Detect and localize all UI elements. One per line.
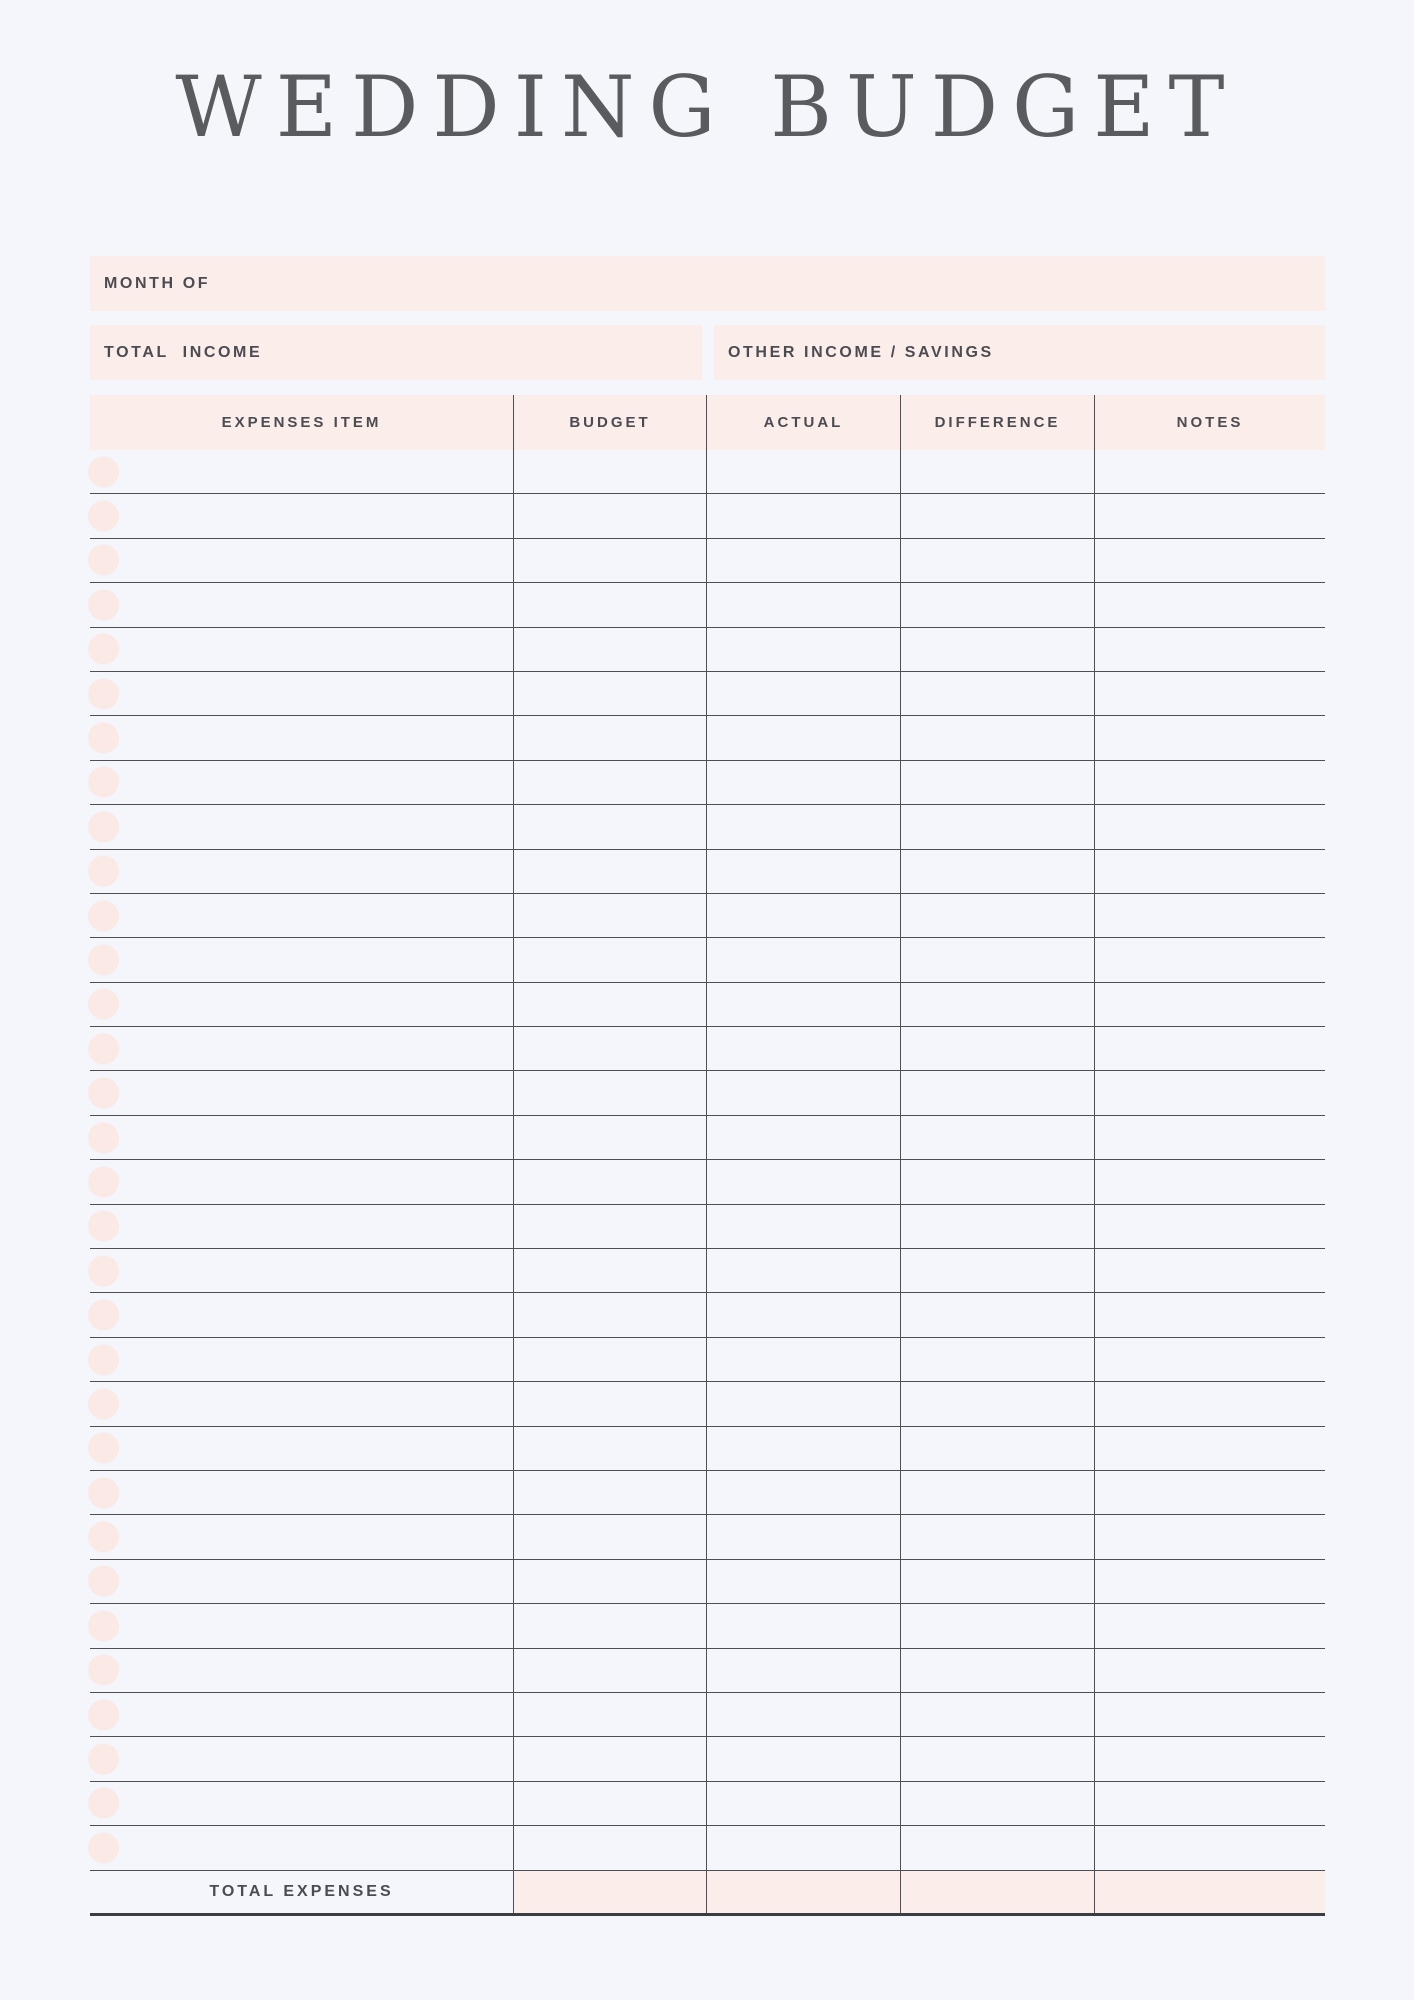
table-row bbox=[90, 494, 1325, 538]
difference-cell[interactable] bbox=[900, 761, 1094, 804]
budget-cell[interactable] bbox=[513, 583, 706, 626]
budget-cell[interactable] bbox=[513, 1737, 706, 1780]
actual-cell[interactable] bbox=[706, 672, 900, 715]
table-row bbox=[90, 761, 1325, 805]
actual-cell[interactable] bbox=[706, 716, 900, 759]
notes-cell[interactable] bbox=[1094, 450, 1325, 493]
expense-item-cell[interactable] bbox=[90, 1782, 513, 1825]
difference-cell[interactable] bbox=[900, 1826, 1094, 1869]
difference-cell[interactable] bbox=[900, 539, 1094, 582]
budget-cell[interactable] bbox=[513, 1116, 706, 1159]
table-row bbox=[90, 1604, 1325, 1648]
table-row bbox=[90, 583, 1325, 627]
table-row bbox=[90, 1160, 1325, 1204]
expense-item-cell[interactable] bbox=[90, 805, 513, 848]
actual-cell[interactable] bbox=[706, 894, 900, 937]
notes-cell[interactable] bbox=[1094, 1737, 1325, 1780]
difference-cell[interactable] bbox=[900, 1427, 1094, 1470]
actual-cell[interactable] bbox=[706, 1249, 900, 1292]
expense-item-cell[interactable] bbox=[90, 1604, 513, 1647]
actual-cell[interactable] bbox=[706, 938, 900, 981]
total-actual-cell[interactable] bbox=[706, 1871, 900, 1913]
row-dot-icon bbox=[88, 1566, 119, 1597]
header-budget: BUDGET bbox=[513, 395, 706, 450]
budget-cell[interactable] bbox=[513, 1205, 706, 1248]
actual-cell[interactable] bbox=[706, 1293, 900, 1336]
notes-cell[interactable] bbox=[1094, 539, 1325, 582]
budget-cell[interactable] bbox=[513, 1515, 706, 1558]
notes-cell[interactable] bbox=[1094, 1338, 1325, 1381]
difference-cell[interactable] bbox=[900, 1782, 1094, 1825]
table-row bbox=[90, 450, 1325, 494]
expense-item-cell[interactable] bbox=[90, 1205, 513, 1248]
difference-cell[interactable] bbox=[900, 805, 1094, 848]
notes-cell[interactable] bbox=[1094, 1205, 1325, 1248]
table-row bbox=[90, 1515, 1325, 1559]
table-row bbox=[90, 894, 1325, 938]
table-row bbox=[90, 628, 1325, 672]
header-expenses-item: EXPENSES ITEM bbox=[221, 414, 382, 431]
budget-cell[interactable] bbox=[513, 1160, 706, 1203]
total-income-field[interactable] bbox=[90, 325, 702, 380]
notes-cell[interactable] bbox=[1094, 1160, 1325, 1203]
table-body bbox=[90, 450, 1325, 1871]
actual-cell[interactable] bbox=[706, 539, 900, 582]
row-dot-icon bbox=[88, 1744, 119, 1775]
budget-cell[interactable] bbox=[513, 1471, 706, 1514]
actual-cell[interactable] bbox=[706, 583, 900, 626]
notes-cell[interactable] bbox=[1094, 938, 1325, 981]
difference-cell[interactable] bbox=[900, 1249, 1094, 1292]
other-income-savings-field[interactable] bbox=[714, 325, 1325, 380]
table-row bbox=[90, 672, 1325, 716]
table-row bbox=[90, 1293, 1325, 1337]
actual-cell[interactable] bbox=[706, 1826, 900, 1869]
difference-cell[interactable] bbox=[900, 583, 1094, 626]
notes-cell[interactable] bbox=[1094, 1826, 1325, 1869]
actual-cell[interactable] bbox=[706, 1693, 900, 1736]
total-difference-cell[interactable] bbox=[900, 1871, 1094, 1913]
table-row bbox=[90, 1116, 1325, 1160]
row-dot-icon bbox=[88, 1255, 119, 1286]
notes-cell[interactable] bbox=[1094, 894, 1325, 937]
row-dot-icon bbox=[88, 456, 119, 487]
budget-cell[interactable] bbox=[513, 494, 706, 537]
month-of-field[interactable] bbox=[90, 256, 1325, 311]
actual-cell[interactable] bbox=[706, 1382, 900, 1425]
difference-cell[interactable] bbox=[900, 1604, 1094, 1647]
actual-cell[interactable] bbox=[706, 1205, 900, 1248]
expense-item-cell[interactable] bbox=[90, 1071, 513, 1114]
difference-cell[interactable] bbox=[900, 1649, 1094, 1692]
header-actual: ACTUAL bbox=[706, 395, 900, 450]
notes-cell[interactable] bbox=[1094, 1649, 1325, 1692]
notes-cell[interactable] bbox=[1094, 1249, 1325, 1292]
row-dot-icon bbox=[88, 589, 119, 620]
difference-cell[interactable] bbox=[900, 1382, 1094, 1425]
actual-cell[interactable] bbox=[706, 1737, 900, 1780]
total-expenses-label-cell bbox=[90, 1871, 513, 1913]
row-dot-icon bbox=[88, 1078, 119, 1109]
expense-item-cell[interactable] bbox=[90, 450, 513, 493]
actual-cell[interactable] bbox=[706, 761, 900, 804]
expense-item-cell[interactable] bbox=[90, 539, 513, 582]
table-row bbox=[90, 1071, 1325, 1115]
table-row bbox=[90, 1338, 1325, 1382]
expense-item-cell[interactable] bbox=[90, 672, 513, 715]
notes-cell[interactable] bbox=[1094, 1027, 1325, 1070]
row-dot-icon bbox=[88, 989, 119, 1020]
table-row bbox=[90, 1249, 1325, 1293]
difference-cell[interactable] bbox=[900, 850, 1094, 893]
row-dot-icon bbox=[88, 1477, 119, 1508]
table-row bbox=[90, 1826, 1325, 1870]
budget-cell[interactable] bbox=[513, 850, 706, 893]
row-dot-icon bbox=[88, 1300, 119, 1331]
table-row bbox=[90, 539, 1325, 583]
row-dot-icon bbox=[88, 1832, 119, 1863]
budget-cell[interactable] bbox=[513, 1293, 706, 1336]
total-expenses-row bbox=[90, 1871, 1325, 1916]
table-row bbox=[90, 1782, 1325, 1826]
actual-cell[interactable] bbox=[706, 1338, 900, 1381]
total-notes-cell[interactable] bbox=[1094, 1871, 1325, 1913]
notes-cell[interactable] bbox=[1094, 716, 1325, 759]
notes-cell[interactable] bbox=[1094, 1782, 1325, 1825]
table-row bbox=[90, 1382, 1325, 1426]
actual-cell[interactable] bbox=[706, 805, 900, 848]
expense-item-cell[interactable] bbox=[90, 1515, 513, 1558]
row-dot-icon bbox=[88, 723, 119, 754]
budget-cell[interactable] bbox=[513, 761, 706, 804]
notes-cell[interactable] bbox=[1094, 1382, 1325, 1425]
budget-cell[interactable] bbox=[513, 894, 706, 937]
difference-cell[interactable] bbox=[900, 494, 1094, 537]
actual-cell[interactable] bbox=[706, 1782, 900, 1825]
notes-cell[interactable] bbox=[1094, 1071, 1325, 1114]
expense-item-cell[interactable] bbox=[90, 628, 513, 671]
budget-cell[interactable] bbox=[513, 1427, 706, 1470]
expense-item-cell[interactable] bbox=[90, 1160, 513, 1203]
actual-cell[interactable] bbox=[706, 1604, 900, 1647]
row-dot-icon bbox=[88, 767, 119, 798]
budget-cell[interactable] bbox=[513, 539, 706, 582]
difference-cell[interactable] bbox=[900, 450, 1094, 493]
actual-cell[interactable] bbox=[706, 450, 900, 493]
expense-item-cell[interactable] bbox=[90, 494, 513, 537]
difference-cell[interactable] bbox=[900, 1693, 1094, 1736]
row-dot-icon bbox=[88, 944, 119, 975]
notes-cell[interactable] bbox=[1094, 1427, 1325, 1470]
table-row bbox=[90, 805, 1325, 849]
expenses-table bbox=[90, 395, 1325, 1916]
notes-cell[interactable] bbox=[1094, 1604, 1325, 1647]
difference-cell[interactable] bbox=[900, 716, 1094, 759]
row-dot-icon bbox=[88, 1433, 119, 1464]
expense-item-cell[interactable] bbox=[90, 1826, 513, 1869]
budget-cell[interactable] bbox=[513, 450, 706, 493]
table-row bbox=[90, 1205, 1325, 1249]
row-dot-icon bbox=[88, 1166, 119, 1197]
table-row bbox=[90, 983, 1325, 1027]
header-notes: NOTES bbox=[1094, 395, 1325, 450]
difference-cell[interactable] bbox=[900, 1338, 1094, 1381]
budget-cell[interactable] bbox=[513, 983, 706, 1026]
table-header-row bbox=[90, 395, 1325, 450]
other-income-savings-label: OTHER INCOME / SAVINGS bbox=[728, 343, 994, 361]
budget-cell[interactable] bbox=[513, 628, 706, 671]
row-dot-icon bbox=[88, 545, 119, 576]
notes-cell[interactable] bbox=[1094, 850, 1325, 893]
row-dot-icon bbox=[88, 1655, 119, 1686]
actual-cell[interactable] bbox=[706, 1160, 900, 1203]
notes-cell[interactable] bbox=[1094, 1471, 1325, 1514]
actual-cell[interactable] bbox=[706, 628, 900, 671]
expense-item-cell[interactable] bbox=[90, 716, 513, 759]
difference-cell[interactable] bbox=[900, 1027, 1094, 1070]
row-dot-icon bbox=[88, 1211, 119, 1242]
difference-cell[interactable] bbox=[900, 894, 1094, 937]
expense-item-cell[interactable] bbox=[90, 1338, 513, 1381]
expense-item-cell[interactable] bbox=[90, 1382, 513, 1425]
row-dot-icon bbox=[88, 1522, 119, 1553]
row-dot-icon bbox=[88, 1610, 119, 1641]
actual-cell[interactable] bbox=[706, 1649, 900, 1692]
notes-cell[interactable] bbox=[1094, 983, 1325, 1026]
row-dot-icon bbox=[88, 1388, 119, 1419]
actual-cell[interactable] bbox=[706, 1427, 900, 1470]
budget-cell[interactable] bbox=[513, 1604, 706, 1647]
budget-cell[interactable] bbox=[513, 1782, 706, 1825]
row-dot-icon bbox=[88, 634, 119, 665]
actual-cell[interactable] bbox=[706, 1515, 900, 1558]
actual-cell[interactable] bbox=[706, 1560, 900, 1603]
difference-cell[interactable] bbox=[900, 1160, 1094, 1203]
notes-cell[interactable] bbox=[1094, 1693, 1325, 1736]
table-row bbox=[90, 1649, 1325, 1693]
table-row bbox=[90, 938, 1325, 982]
row-dot-icon bbox=[88, 811, 119, 842]
row-dot-icon bbox=[88, 1344, 119, 1375]
month-of-label: MONTH OF bbox=[104, 274, 211, 292]
table-row bbox=[90, 716, 1325, 760]
table-row bbox=[90, 1471, 1325, 1515]
budget-cell[interactable] bbox=[513, 1027, 706, 1070]
expense-item-cell[interactable] bbox=[90, 1693, 513, 1736]
notes-cell[interactable] bbox=[1094, 494, 1325, 537]
notes-cell[interactable] bbox=[1094, 1116, 1325, 1159]
actual-cell[interactable] bbox=[706, 1471, 900, 1514]
table-row bbox=[90, 1560, 1325, 1604]
budget-cell[interactable] bbox=[513, 672, 706, 715]
row-dot-icon bbox=[88, 900, 119, 931]
total-income-label: TOTAL INCOME bbox=[104, 343, 263, 361]
row-dot-icon bbox=[88, 678, 119, 709]
budget-cell[interactable] bbox=[513, 1249, 706, 1292]
budget-cell[interactable] bbox=[513, 938, 706, 981]
notes-cell[interactable] bbox=[1094, 583, 1325, 626]
difference-cell[interactable] bbox=[900, 672, 1094, 715]
expense-item-cell[interactable] bbox=[90, 894, 513, 937]
difference-cell[interactable] bbox=[900, 1071, 1094, 1114]
notes-cell[interactable] bbox=[1094, 805, 1325, 848]
expense-item-cell[interactable] bbox=[90, 1427, 513, 1470]
difference-cell[interactable] bbox=[900, 1471, 1094, 1514]
budget-cell[interactable] bbox=[513, 1693, 706, 1736]
budget-cell[interactable] bbox=[513, 1560, 706, 1603]
expense-item-cell[interactable] bbox=[90, 850, 513, 893]
difference-cell[interactable] bbox=[900, 628, 1094, 671]
budget-cell[interactable] bbox=[513, 805, 706, 848]
difference-cell[interactable] bbox=[900, 1515, 1094, 1558]
actual-cell[interactable] bbox=[706, 1027, 900, 1070]
budget-cell[interactable] bbox=[513, 1071, 706, 1114]
table-row bbox=[90, 850, 1325, 894]
expense-item-cell[interactable] bbox=[90, 983, 513, 1026]
difference-cell[interactable] bbox=[900, 1205, 1094, 1248]
expense-item-cell[interactable] bbox=[90, 761, 513, 804]
table-row bbox=[90, 1693, 1325, 1737]
table-row bbox=[90, 1427, 1325, 1471]
difference-cell[interactable] bbox=[900, 983, 1094, 1026]
notes-cell[interactable] bbox=[1094, 1293, 1325, 1336]
difference-cell[interactable] bbox=[900, 938, 1094, 981]
notes-cell[interactable] bbox=[1094, 761, 1325, 804]
actual-cell[interactable] bbox=[706, 1071, 900, 1114]
expense-item-cell[interactable] bbox=[90, 1737, 513, 1780]
expense-item-cell[interactable] bbox=[90, 1293, 513, 1336]
expense-item-cell[interactable] bbox=[90, 938, 513, 981]
total-budget-cell[interactable] bbox=[513, 1871, 706, 1913]
row-dot-icon bbox=[88, 1033, 119, 1064]
difference-cell[interactable] bbox=[900, 1116, 1094, 1159]
expense-item-cell[interactable] bbox=[90, 1560, 513, 1603]
difference-cell[interactable] bbox=[900, 1560, 1094, 1603]
notes-cell[interactable] bbox=[1094, 628, 1325, 671]
table-row bbox=[90, 1737, 1325, 1781]
actual-cell[interactable] bbox=[706, 983, 900, 1026]
row-dot-icon bbox=[88, 1699, 119, 1730]
budget-cell[interactable] bbox=[513, 1338, 706, 1381]
header-difference: DIFFERENCE bbox=[900, 395, 1094, 450]
page-title: WEDDING BUDGET bbox=[175, 58, 1239, 156]
actual-cell[interactable] bbox=[706, 850, 900, 893]
row-dot-icon bbox=[88, 856, 119, 887]
budget-cell[interactable] bbox=[513, 1382, 706, 1425]
actual-cell[interactable] bbox=[706, 1116, 900, 1159]
notes-cell[interactable] bbox=[1094, 672, 1325, 715]
expense-item-cell[interactable] bbox=[90, 1027, 513, 1070]
row-dot-icon bbox=[88, 1788, 119, 1819]
row-dot-icon bbox=[88, 1122, 119, 1153]
budget-cell[interactable] bbox=[513, 1649, 706, 1692]
expense-item-cell[interactable] bbox=[90, 1471, 513, 1514]
actual-cell[interactable] bbox=[706, 494, 900, 537]
budget-cell[interactable] bbox=[513, 716, 706, 759]
budget-cell[interactable] bbox=[513, 1826, 706, 1869]
table-row bbox=[90, 1027, 1325, 1071]
expense-item-cell[interactable] bbox=[90, 583, 513, 626]
expense-item-cell[interactable] bbox=[90, 1116, 513, 1159]
row-dot-icon bbox=[88, 501, 119, 532]
difference-cell[interactable] bbox=[900, 1293, 1094, 1336]
notes-cell[interactable] bbox=[1094, 1560, 1325, 1603]
total-expenses-label: TOTAL EXPENSES bbox=[209, 1882, 394, 1900]
expense-item-cell[interactable] bbox=[90, 1649, 513, 1692]
expense-item-cell[interactable] bbox=[90, 1249, 513, 1292]
difference-cell[interactable] bbox=[900, 1737, 1094, 1780]
notes-cell[interactable] bbox=[1094, 1515, 1325, 1558]
